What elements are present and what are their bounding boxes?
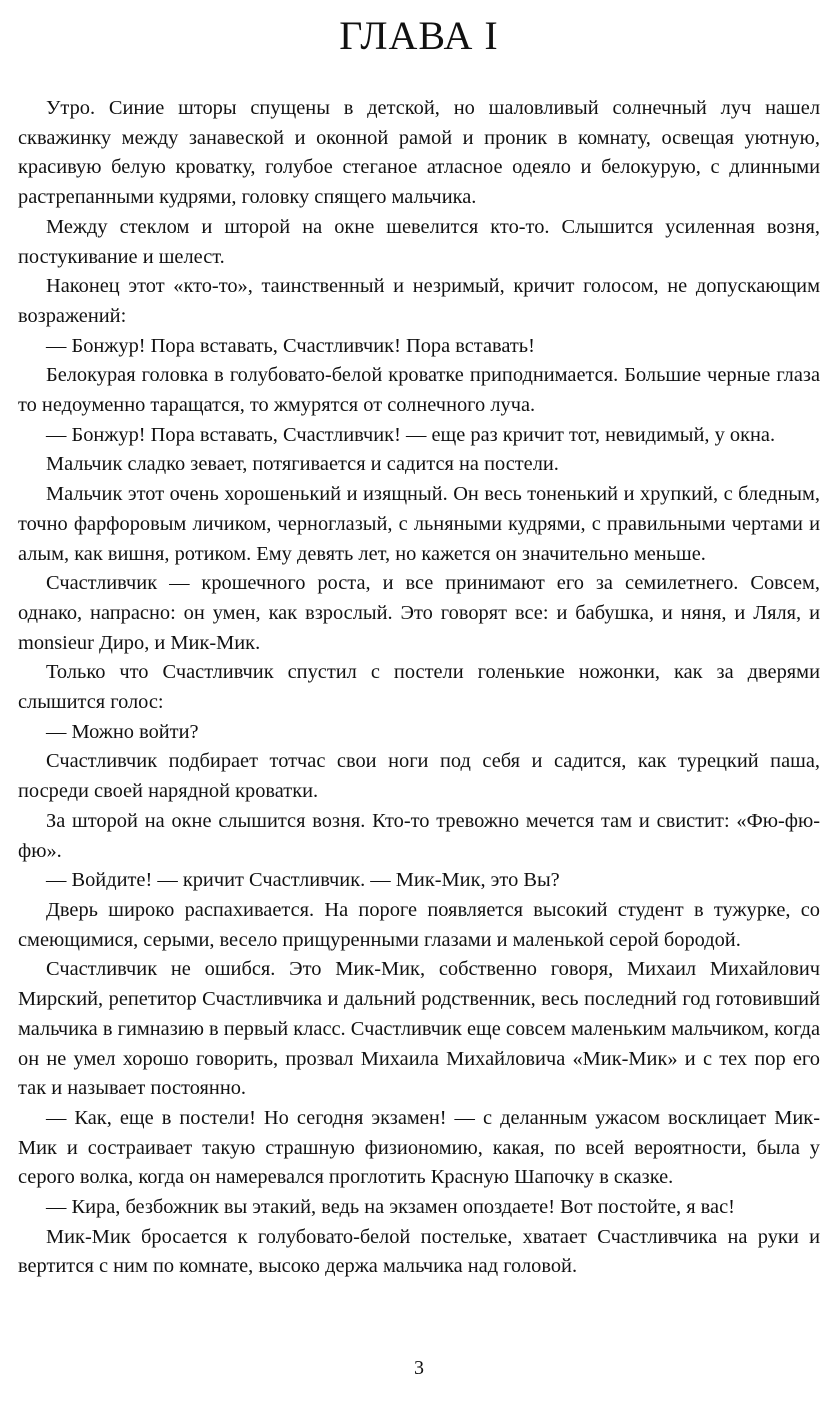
paragraph: Утро. Синие шторы спущены в детской, но шаловливый солнечный луч нашел скважинку между занавеской и оконной рамой и проник в комнату, освещая уютную, красивую белую кроватку, голубое стеганое атласное одеяло и белокурую, с длинными растрепанными кудрями, головку спящего мальчика. — [18, 97, 820, 209]
paragraph: Счастливчик — крошечного роста, и все принимают его за семилетнего. Совсем, однако, напрасно: он умен, как взрослый. Это говорят все: и бабушка, и няня, и Ляля, и monsieur Диро, и Мик-Мик. — [18, 572, 820, 654]
book-page — [18, 0, 820, 1404]
chapter-title: ГЛАВА I — [339, 13, 499, 58]
paragraph: — Бонжур! Пора вставать, Счастливчик! Пора вставать! — [46, 334, 535, 357]
paragraph: — Кира, безбожник вы этакий, ведь на экзамен опоздаете! Вот постойте, я вас! — [46, 1196, 735, 1219]
paragraph: Мальчик этот очень хорошенький и изящный. Он весь тоненький и хрупкий, с бледным, точно фарфоровым личиком, черноглазый, с льняными кудрями, с правильными чертами и алым, как вишня, ротиком. Ему девять лет, но кажется он значительно меньше. — [18, 483, 820, 565]
paragraph: Счастливчик не ошибся. Это Мик-Мик, собственно говоря, Михаил Михайлович Мирский, репетитор Счастливчика и дальний родственник, весь последний год готовивший мальчика в гимназию в первый класс. Счастливчик еще совсем маленьким мальчиком, когда он не умел хорошо говорить, прозвал Михаила Михайловича «Мик-Мик» и с тех пор его так и называет постоянно. — [18, 958, 820, 1100]
paragraph: За шторой на окне слышится возня. Кто-то тревожно мечется там и свистит: «Фю-фю-фю». — [18, 809, 820, 862]
paragraph: — Войдите! — кричит Счастливчик. — Мик-Мик, это Вы? — [46, 869, 560, 892]
paragraph: Счастливчик подбирает тотчас свои ноги под себя и садится, как турецкий паша, посреди своей нарядной кроватки. — [18, 750, 820, 803]
body-text — [18, 94, 820, 1282]
paragraph: Белокурая головка в голубовато-белой кроватке приподнимается. Большие черные глаза то недоуменно таращатся, то жмурятся от солнечного луча. — [18, 364, 820, 417]
page-number: 3 — [414, 1357, 424, 1379]
paragraph: Мик-Мик бросается к голубовато-белой постельке, хватает Счастливчика на руки и вертится с ним по комнате, высоко держа мальчика над головой. — [18, 1225, 820, 1278]
paragraph: Между стеклом и шторой на окне шевелится кто-то. Слышится усиленная возня, постукивание и шелест. — [18, 215, 820, 268]
paragraph: — Бонжур! Пора вставать, Счастливчик! — еще раз кричит тот, невидимый, у окна. — [46, 423, 776, 446]
paragraph: Наконец этот «кто-то», таинственный и незримый, кричит голосом, не допускающим возражений: — [18, 275, 820, 327]
paragraph: — Как, еще в постели! Но сегодня экзамен! — с деланным ужасом восклицает Мик-Мик и состраивает такую страшную физиономию, какая, по всей вероятности, была у серого волка, когда он намеревался проглотить Красную Шапочку в сказке. — [18, 1106, 820, 1189]
paragraph: Дверь широко распахивается. На пороге появляется высокий студент в тужурке, со смеющимися, серыми, весело прищуренными глазами и маленькой серой бородой. — [18, 898, 820, 951]
paragraph: — Можно войти? — [46, 720, 199, 743]
paragraph: Только что Счастливчик спустил с постели голенькие ножонки, как за дверями слышится голос: — [18, 661, 820, 714]
paragraph: Мальчик сладко зевает, потягивается и садится на постели. — [46, 453, 559, 476]
